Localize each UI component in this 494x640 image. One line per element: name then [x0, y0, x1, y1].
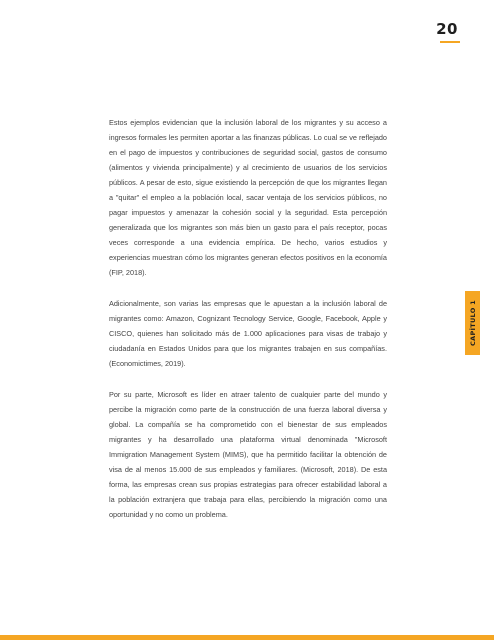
footer-bar	[0, 635, 494, 640]
chapter-tab	[465, 291, 480, 355]
page-number: 20	[436, 20, 458, 38]
paragraph-1: Estos ejemplos evidencian que la inclusión laboral de los migrantes y su acceso a ingresos formales les permiten aportar a las finanzas públicas. Lo cual se ve reflejado en el pago de impuestos y contribuciones de seguridad social, gastos de consumo (alimentos y vivienda principalmente) y al crecimiento de usuarios de los servicios públicos. A pesar de esto, sigue existiendo la percepción de que los migrantes llegan a "quitar" el empleo a la población local, sacar ventaja de los servicios públicos, no pagar impuestos y amenazar la cohesión social y la seguridad. Esta percepción generalizada que los migrantes son más bien un gasto para el país receptor, pocas veces corresponde a una evidencia empírica. De hecho, varios estudios y experiencias muestran cómo los migrantes generan efectos positivos en la economía (FIP, 2018).	[109, 118, 387, 277]
page-number-underline	[440, 41, 460, 43]
body-text	[109, 115, 387, 538]
paragraph-3: Por su parte, Microsoft es líder en atraer talento de cualquier parte del mundo y percibe la migración como parte de la construcción de una fuerza laboral diversa y global. La compañía se ha comprometido con el bienestar de sus empleados migrantes y ha desarrollado una plataforma virtual denominada "Microsoft Immigration Management System (MIMS), que ha permitido facilitar la obtención de visa de al menos 15.000 de sus empleados y familiares. (Microsoft, 2018). De esta forma, las empresas crean sus propias estrategias para ofrecer estabilidad laboral a la población extranjera que trabaja para ellas, percibiendo la migración como una oportunidad y no como un problema.	[109, 390, 387, 519]
chapter-tab-label: CAPÍTULO 1	[468, 300, 477, 346]
paragraph-2: Adicionalmente, son varias las empresas que le apuestan a la inclusión laboral de migrantes como: Amazon, Cognizant Tecnology Service, Google, Facebook, Apple y CISCO, quienes han solicitado más de 1.000 aplicaciones para visas de trabajo y ciudadanía en Estados Unidos para que los migrantes trabajen en sus compañías. (Economictimes, 2019).	[109, 299, 387, 368]
